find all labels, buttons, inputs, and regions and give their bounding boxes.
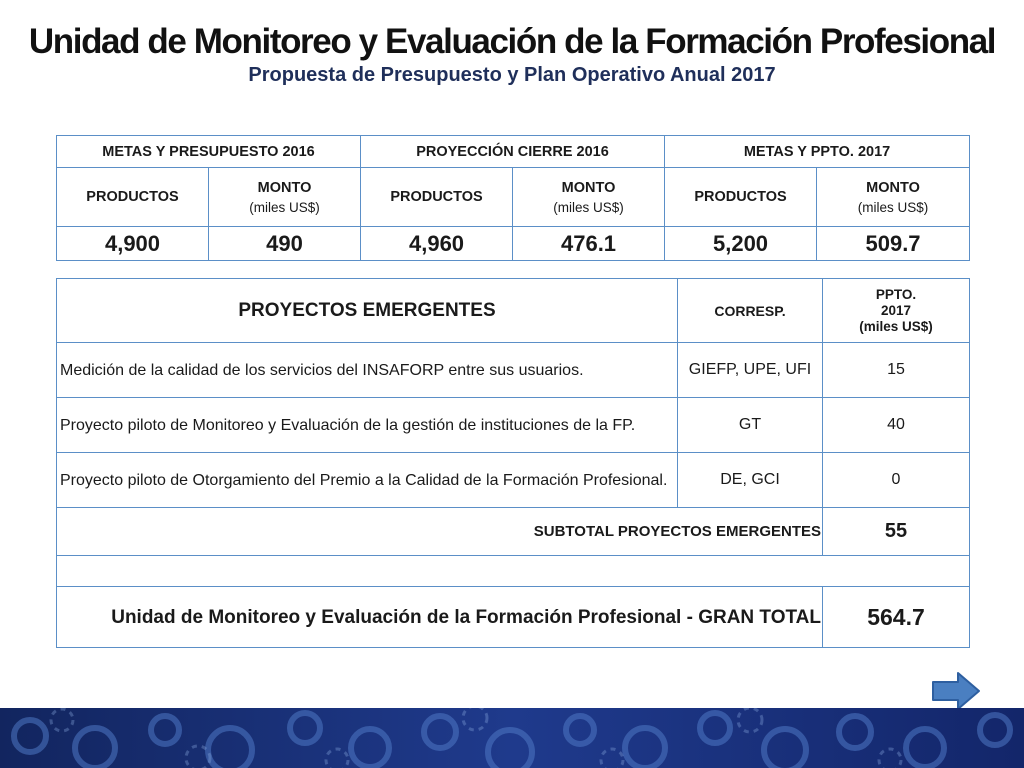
- project-description: Proyecto piloto de Otorgamiento del Premio a la Calidad de la Formación Profesional.: [57, 453, 678, 508]
- grand-total-label: Unidad de Monitoreo y Evaluación de la Formación Profesional - GRAN TOTAL: [57, 587, 823, 648]
- table-row: [57, 398, 970, 453]
- col-header-monto: [513, 168, 665, 227]
- value-monto-2017: 509.7: [817, 227, 970, 261]
- projects-table: [56, 278, 970, 648]
- ppto-unit: (miles US$): [859, 318, 933, 334]
- value-productos-2016: 4,900: [57, 227, 209, 261]
- monto-label: MONTO: [561, 179, 616, 196]
- ppto-label: PPTO.: [875, 286, 917, 302]
- gear-pattern: [0, 708, 1024, 768]
- page-title: Unidad de Monitoreo y Evaluación de la Formación Profesional: [28, 22, 996, 61]
- summary-table: [56, 135, 970, 261]
- arrow-right-icon: [933, 673, 979, 709]
- group-header-metas-2016: METAS Y PRESUPUESTO 2016: [57, 136, 361, 168]
- col-header-productos: PRODUCTOS: [665, 168, 817, 227]
- project-description: Medición de la calidad de los servicios del INSAFORP entre sus usuarios.: [57, 343, 678, 398]
- value-monto-2016: 490: [209, 227, 361, 261]
- project-description: Proyecto piloto de Monitoreo y Evaluación de la gestión de instituciones de la FP.: [57, 398, 678, 453]
- monto-label: MONTO: [257, 179, 312, 196]
- monto-unit: (miles US$): [857, 199, 929, 215]
- project-amount: 40: [823, 398, 970, 453]
- value-productos-2017: 5,200: [665, 227, 817, 261]
- col-header-proyectos: PROYECTOS EMERGENTES: [57, 279, 678, 343]
- monto-label: MONTO: [866, 179, 920, 196]
- grand-total-value: 564.7: [823, 587, 970, 648]
- summary-column-header-row: [57, 168, 970, 227]
- page-subtitle: Propuesta de Presupuesto y Plan Operativo Anual 2017: [248, 64, 776, 86]
- subtotal-row: [57, 508, 970, 556]
- project-corresp: DE, GCI: [678, 453, 823, 508]
- col-header-monto: [209, 168, 361, 227]
- summary-values-row: [57, 227, 970, 261]
- monto-unit: (miles US$): [553, 199, 624, 215]
- footer-band: [0, 708, 1024, 768]
- ppto-year: 2017: [880, 302, 912, 318]
- table-row: [57, 453, 970, 508]
- project-corresp: GIEFP, UPE, UFI: [678, 343, 823, 398]
- spacer-row: [57, 556, 970, 587]
- value-monto-cierre-2016: 476.1: [513, 227, 665, 261]
- grand-total-row: [57, 587, 970, 648]
- subtotal-label: SUBTOTAL PROYECTOS EMERGENTES: [57, 508, 823, 556]
- group-header-metas-2017: METAS Y PPTO. 2017: [665, 136, 970, 168]
- next-arrow-button[interactable]: [930, 670, 982, 712]
- table-row: [57, 343, 970, 398]
- spacer-cell: [57, 556, 970, 587]
- projects-header-row: [57, 279, 970, 343]
- col-header-productos: PRODUCTOS: [361, 168, 513, 227]
- group-header-proyeccion-2016: PROYECCIÓN CIERRE 2016: [361, 136, 665, 168]
- col-header-ppto: [823, 279, 970, 343]
- value-productos-cierre-2016: 4,960: [361, 227, 513, 261]
- col-header-productos: PRODUCTOS: [57, 168, 209, 227]
- project-amount: 0: [823, 453, 970, 508]
- project-amount: 15: [823, 343, 970, 398]
- subtotal-value: 55: [823, 508, 970, 556]
- summary-group-header-row: [57, 136, 970, 168]
- col-header-corresp: CORRESP.: [678, 279, 823, 343]
- col-header-monto: [817, 168, 970, 227]
- monto-unit: (miles US$): [249, 199, 320, 215]
- project-corresp: GT: [678, 398, 823, 453]
